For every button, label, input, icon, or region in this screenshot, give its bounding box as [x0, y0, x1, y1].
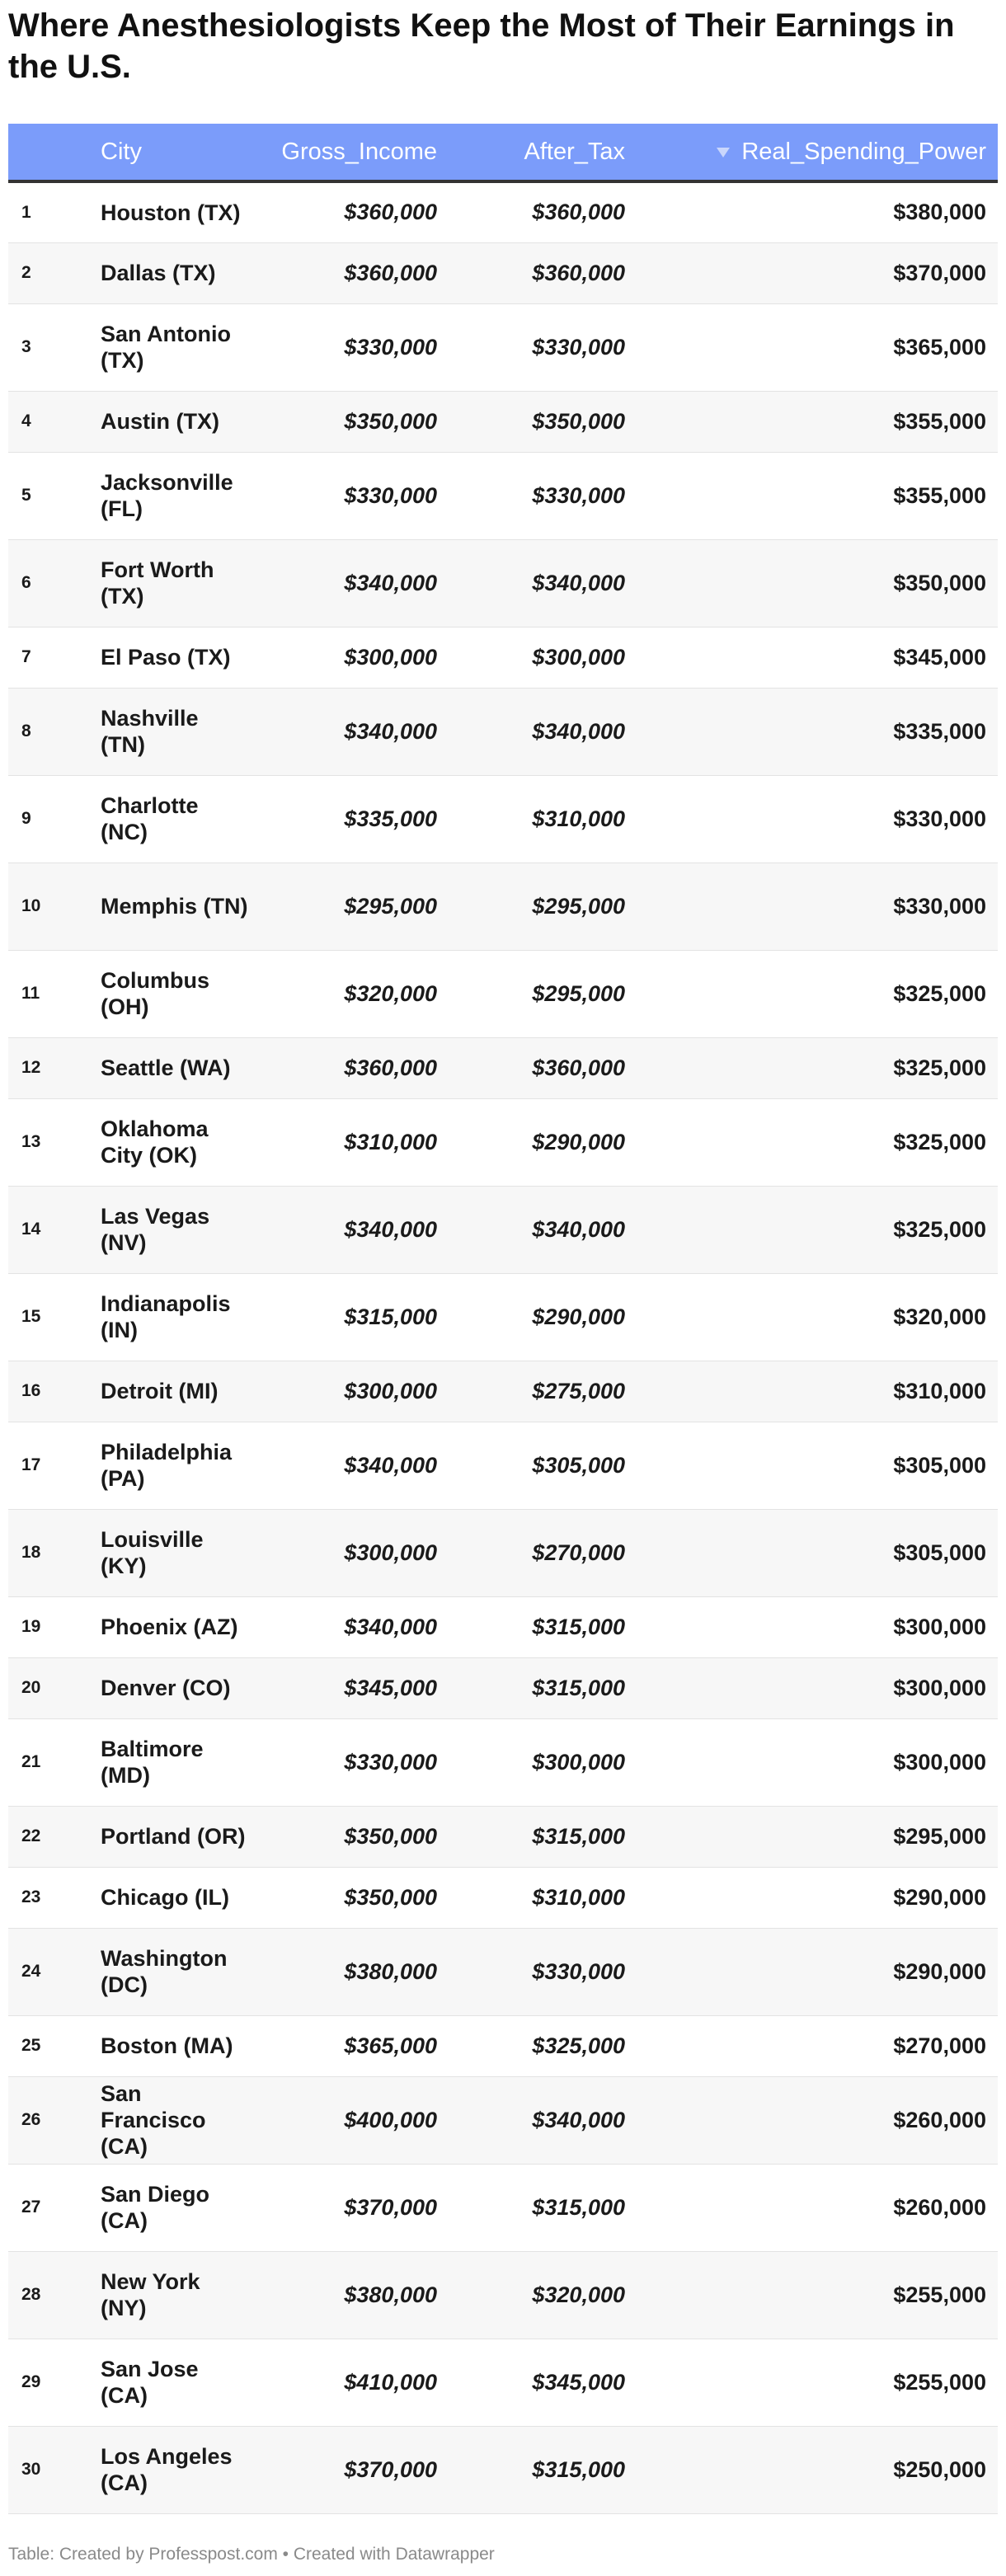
cell-gross-income: $340,000	[261, 1422, 449, 1509]
cell-gross-income: $300,000	[261, 1509, 449, 1596]
cell-gross-income: $330,000	[261, 303, 449, 391]
cell-real-spending-power: $295,000	[637, 1806, 998, 1867]
table-row	[8, 1718, 998, 1806]
cell-real-spending-power: $345,000	[637, 627, 998, 688]
cell-gross-income: $350,000	[261, 1867, 449, 1928]
cell-after-tax: $340,000	[449, 1186, 637, 1273]
cell-rank: 6	[8, 539, 89, 627]
cell-gross-income: $300,000	[261, 1361, 449, 1422]
cell-real-spending-power: $305,000	[637, 1422, 998, 1509]
cell-real-spending-power: $260,000	[637, 2076, 998, 2164]
cell-rank: 10	[8, 863, 89, 950]
cell-rank: 29	[8, 2339, 89, 2426]
cell-after-tax: $325,000	[449, 2015, 637, 2076]
cell-real-spending-power: $305,000	[637, 1509, 998, 1596]
data-table	[8, 124, 998, 2514]
cell-city: Las Vegas (NV)	[89, 1186, 261, 1273]
cell-gross-income: $350,000	[261, 1806, 449, 1867]
table-row	[8, 950, 998, 1037]
cell-gross-income: $340,000	[261, 688, 449, 775]
cell-rank: 26	[8, 2076, 89, 2164]
cell-gross-income: $365,000	[261, 2015, 449, 2076]
cell-real-spending-power: $290,000	[637, 1867, 998, 1928]
table-row	[8, 2251, 998, 2339]
table-row	[8, 2076, 998, 2164]
cell-after-tax: $290,000	[449, 1098, 637, 1186]
cell-rank: 25	[8, 2015, 89, 2076]
cell-real-spending-power: $330,000	[637, 775, 998, 863]
cell-rank: 21	[8, 1718, 89, 1806]
cell-real-spending-power: $330,000	[637, 863, 998, 950]
cell-after-tax: $270,000	[449, 1509, 637, 1596]
cell-rank: 20	[8, 1657, 89, 1718]
cell-real-spending-power: $255,000	[637, 2251, 998, 2339]
table-row	[8, 2426, 998, 2513]
cell-rank: 4	[8, 391, 89, 452]
table-row	[8, 1273, 998, 1361]
cell-city: Austin (TX)	[89, 391, 261, 452]
cell-after-tax: $300,000	[449, 627, 637, 688]
table-row	[8, 1928, 998, 2015]
cell-real-spending-power: $370,000	[637, 242, 998, 303]
cell-city: Oklahoma City (OK)	[89, 1098, 261, 1186]
table-row	[8, 2339, 998, 2426]
cell-gross-income: $340,000	[261, 1186, 449, 1273]
table-row	[8, 1509, 998, 1596]
cell-after-tax: $315,000	[449, 2426, 637, 2513]
table-row	[8, 1098, 998, 1186]
cell-rank: 16	[8, 1361, 89, 1422]
cell-after-tax: $290,000	[449, 1273, 637, 1361]
column-header-city[interactable]: City	[89, 124, 261, 181]
table-row	[8, 1037, 998, 1098]
cell-after-tax: $310,000	[449, 1867, 637, 1928]
cell-after-tax: $295,000	[449, 950, 637, 1037]
cell-real-spending-power: $300,000	[637, 1657, 998, 1718]
cell-after-tax: $315,000	[449, 1806, 637, 1867]
cell-city: Phoenix (AZ)	[89, 1596, 261, 1657]
cell-city: San Francisco (CA)	[89, 2076, 261, 2164]
cell-after-tax: $330,000	[449, 452, 637, 539]
cell-city: Nashville (TN)	[89, 688, 261, 775]
cell-after-tax: $315,000	[449, 2164, 637, 2251]
table-row	[8, 539, 998, 627]
cell-city: Houston (TX)	[89, 181, 261, 242]
cell-city: Columbus (OH)	[89, 950, 261, 1037]
cell-city: Portland (OR)	[89, 1806, 261, 1867]
column-header-after-tax[interactable]: After_Tax	[449, 124, 637, 181]
cell-gross-income: $380,000	[261, 2251, 449, 2339]
cell-after-tax: $330,000	[449, 1928, 637, 2015]
cell-after-tax: $300,000	[449, 1718, 637, 1806]
table-body	[8, 181, 998, 2513]
table-row	[8, 452, 998, 539]
cell-gross-income: $400,000	[261, 2076, 449, 2164]
table-row	[8, 627, 998, 688]
cell-real-spending-power: $300,000	[637, 1596, 998, 1657]
cell-city: Jacksonville (FL)	[89, 452, 261, 539]
cell-city: Denver (CO)	[89, 1657, 261, 1718]
cell-city: San Diego (CA)	[89, 2164, 261, 2251]
cell-real-spending-power: $325,000	[637, 950, 998, 1037]
cell-rank: 17	[8, 1422, 89, 1509]
cell-rank: 12	[8, 1037, 89, 1098]
cell-after-tax: $330,000	[449, 303, 637, 391]
cell-real-spending-power: $270,000	[637, 2015, 998, 2076]
cell-rank: 2	[8, 242, 89, 303]
table-row	[8, 391, 998, 452]
cell-city: Seattle (WA)	[89, 1037, 261, 1098]
cell-rank: 11	[8, 950, 89, 1037]
cell-real-spending-power: $350,000	[637, 539, 998, 627]
cell-real-spending-power: $325,000	[637, 1098, 998, 1186]
cell-gross-income: $370,000	[261, 2164, 449, 2251]
table-row	[8, 242, 998, 303]
table-row	[8, 2015, 998, 2076]
cell-real-spending-power: $325,000	[637, 1186, 998, 1273]
cell-real-spending-power: $290,000	[637, 1928, 998, 2015]
cell-city: Memphis (TN)	[89, 863, 261, 950]
cell-rank: 23	[8, 1867, 89, 1928]
cell-gross-income: $360,000	[261, 1037, 449, 1098]
cell-city: Indianapolis (IN)	[89, 1273, 261, 1361]
cell-rank: 8	[8, 688, 89, 775]
cell-city: Dallas (TX)	[89, 242, 261, 303]
column-header-real-spending-power[interactable]	[637, 124, 998, 181]
table-row	[8, 1867, 998, 1928]
table-row	[8, 1657, 998, 1718]
cell-city: Louisville (KY)	[89, 1509, 261, 1596]
table-row	[8, 1422, 998, 1509]
chart-title: Where Anesthesiologists Keep the Most of Their Earnings in the U.S.	[8, 7, 955, 85]
cell-rank: 27	[8, 2164, 89, 2251]
table-row	[8, 1186, 998, 1273]
cell-after-tax: $295,000	[449, 863, 637, 950]
table-row	[8, 688, 998, 775]
cell-gross-income: $315,000	[261, 1273, 449, 1361]
cell-city: San Jose (CA)	[89, 2339, 261, 2426]
cell-rank: 5	[8, 452, 89, 539]
table-row	[8, 1596, 998, 1657]
cell-real-spending-power: $255,000	[637, 2339, 998, 2426]
cell-gross-income: $345,000	[261, 1657, 449, 1718]
cell-gross-income: $300,000	[261, 627, 449, 688]
cell-real-spending-power: $355,000	[637, 452, 998, 539]
cell-city: El Paso (TX)	[89, 627, 261, 688]
cell-after-tax: $345,000	[449, 2339, 637, 2426]
cell-gross-income: $380,000	[261, 1928, 449, 2015]
cell-city: Philadelphia (PA)	[89, 1422, 261, 1509]
cell-real-spending-power: $300,000	[637, 1718, 998, 1806]
footer-credit: Table: Created by Professpost.com • Created with Datawrapper	[8, 2545, 495, 2564]
cell-real-spending-power: $260,000	[637, 2164, 998, 2251]
cell-city: Los Angeles (CA)	[89, 2426, 261, 2513]
cell-gross-income: $410,000	[261, 2339, 449, 2426]
cell-after-tax: $310,000	[449, 775, 637, 863]
sort-descending-icon	[717, 148, 730, 157]
cell-gross-income: $320,000	[261, 950, 449, 1037]
cell-gross-income: $330,000	[261, 452, 449, 539]
cell-rank: 7	[8, 627, 89, 688]
cell-real-spending-power: $355,000	[637, 391, 998, 452]
cell-real-spending-power: $365,000	[637, 303, 998, 391]
cell-rank: 22	[8, 1806, 89, 1867]
cell-real-spending-power: $320,000	[637, 1273, 998, 1361]
cell-rank: 14	[8, 1186, 89, 1273]
cell-after-tax: $315,000	[449, 1657, 637, 1718]
cell-rank: 18	[8, 1509, 89, 1596]
cell-gross-income: $360,000	[261, 242, 449, 303]
cell-city: Chicago (IL)	[89, 1867, 261, 1928]
cell-real-spending-power: $325,000	[637, 1037, 998, 1098]
cell-real-spending-power: $250,000	[637, 2426, 998, 2513]
cell-rank: 9	[8, 775, 89, 863]
cell-after-tax: $350,000	[449, 391, 637, 452]
cell-city: San Antonio (TX)	[89, 303, 261, 391]
table-row	[8, 863, 998, 950]
cell-real-spending-power: $335,000	[637, 688, 998, 775]
cell-gross-income: $330,000	[261, 1718, 449, 1806]
cell-after-tax: $275,000	[449, 1361, 637, 1422]
cell-gross-income: $370,000	[261, 2426, 449, 2513]
cell-gross-income: $295,000	[261, 863, 449, 950]
cell-gross-income: $360,000	[261, 181, 449, 242]
cell-city: Detroit (MI)	[89, 1361, 261, 1422]
cell-gross-income: $310,000	[261, 1098, 449, 1186]
cell-rank: 15	[8, 1273, 89, 1361]
cell-real-spending-power: $310,000	[637, 1361, 998, 1422]
cell-city: Washington (DC)	[89, 1928, 261, 2015]
cell-gross-income: $335,000	[261, 775, 449, 863]
cell-gross-income: $340,000	[261, 1596, 449, 1657]
table-row	[8, 775, 998, 863]
cell-city: New York (NY)	[89, 2251, 261, 2339]
cell-city: Baltimore (MD)	[89, 1718, 261, 1806]
cell-real-spending-power: $380,000	[637, 181, 998, 242]
cell-rank: 3	[8, 303, 89, 391]
cell-rank: 28	[8, 2251, 89, 2339]
cell-rank: 19	[8, 1596, 89, 1657]
cell-after-tax: $360,000	[449, 181, 637, 242]
cell-gross-income: $350,000	[261, 391, 449, 452]
cell-after-tax: $320,000	[449, 2251, 637, 2339]
cell-after-tax: $340,000	[449, 539, 637, 627]
cell-rank: 13	[8, 1098, 89, 1186]
cell-city: Fort Worth (TX)	[89, 539, 261, 627]
cell-rank: 1	[8, 181, 89, 242]
table-row	[8, 1806, 998, 1867]
cell-after-tax: $360,000	[449, 1037, 637, 1098]
cell-after-tax: $340,000	[449, 2076, 637, 2164]
table-header-row	[8, 124, 998, 181]
column-header-rank	[8, 124, 89, 181]
table-row	[8, 2164, 998, 2251]
table-row	[8, 303, 998, 391]
table-row	[8, 1361, 998, 1422]
cell-city: Boston (MA)	[89, 2015, 261, 2076]
cell-after-tax: $340,000	[449, 688, 637, 775]
cell-after-tax: $305,000	[449, 1422, 637, 1509]
column-header-real-spending-power-label: Real_Spending_Power	[741, 138, 986, 165]
cell-rank: 24	[8, 1928, 89, 2015]
cell-after-tax: $360,000	[449, 242, 637, 303]
cell-after-tax: $315,000	[449, 1596, 637, 1657]
column-header-gross-income[interactable]: Gross_Income	[261, 124, 449, 181]
cell-rank: 30	[8, 2426, 89, 2513]
table-row	[8, 181, 998, 242]
cell-city: Charlotte (NC)	[89, 775, 261, 863]
cell-gross-income: $340,000	[261, 539, 449, 627]
